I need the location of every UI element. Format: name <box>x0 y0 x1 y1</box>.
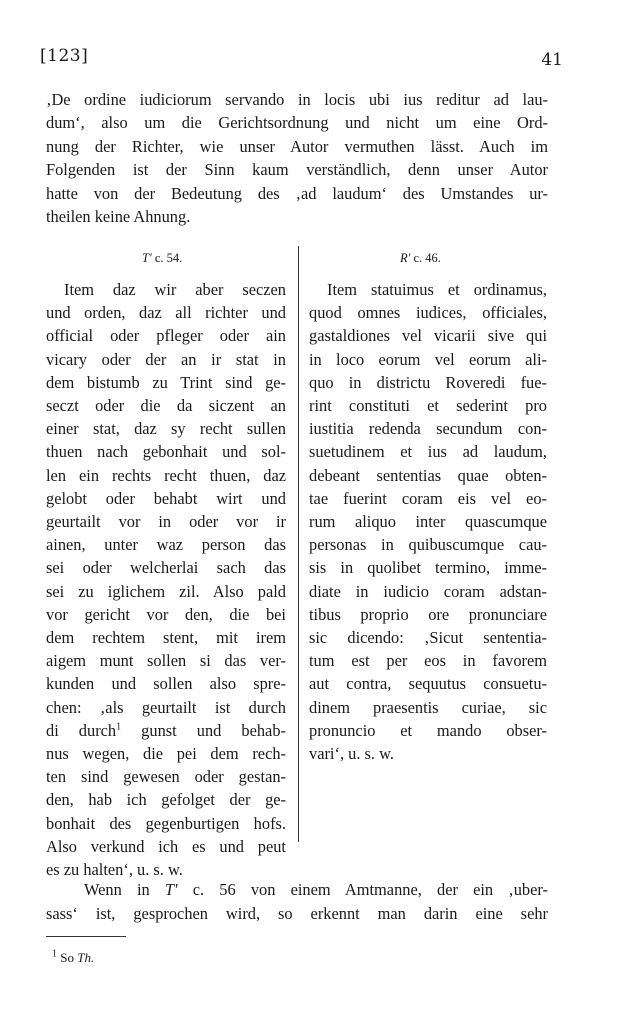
text-line: suetudinem et ius ad laudum, <box>309 442 547 462</box>
text-line: sis in quolibet termino, imme- <box>309 558 547 578</box>
text-fragment: gunst und behab- <box>121 720 286 740</box>
text-fragment: Wenn in <box>84 880 165 899</box>
right-heading-chapter: c. 46. <box>410 251 441 265</box>
text-line: den, hab ich gefolget der ge- <box>46 790 286 810</box>
text-line: dem rechtem stent, mit irem <box>46 628 286 648</box>
text-line: und orden, daz all richter und <box>46 303 286 323</box>
footnote-rule <box>46 936 126 937</box>
text-line: gastaldiones vel vicarii sive qui <box>309 326 547 346</box>
left-heading-sigil: T′ <box>142 251 152 265</box>
sigil: T′ <box>164 880 178 899</box>
text-fragment: di durch <box>46 720 117 740</box>
footnote <box>52 950 94 966</box>
text-line: thuen nach gebonhait und sol- <box>46 442 286 462</box>
text-line: gelobt oder behabt wirt und <box>46 488 286 508</box>
text-line: kunden und sollen also spre- <box>46 674 286 694</box>
text-line: bonhait des gegenburtigen hofs. <box>46 813 286 833</box>
text-line: dem bistumb zu Trint sind ge- <box>46 372 286 392</box>
text-line: in loco eorum vel eorum ali- <box>309 349 547 369</box>
text-fragment: c. 56 von einem Amtmanne, der ein ‚uber- <box>177 880 548 899</box>
intro-line: Folgenden ist der Sinn kaum verständlich, denn unser Autor <box>46 160 548 180</box>
text-line: diate in iudicio coram adstan- <box>309 581 547 601</box>
text-line: rint constituti et sederint pro <box>309 396 547 416</box>
footnote-text: So <box>60 950 78 965</box>
text-line: seczt oder die da siczent an <box>46 396 286 416</box>
text-line: debeant sententias quae obten- <box>309 465 547 485</box>
text-line: quo in districtu Roveredi fue- <box>309 372 547 392</box>
text-line: pronuncio et mando obser- <box>309 720 547 740</box>
text-line: dinem praesentis curiae, sic <box>309 697 547 717</box>
right-column-latin-text <box>309 278 547 765</box>
text-line: tae fuerint coram eis vel eo- <box>309 488 547 508</box>
text-line: geurtailt vor in oder vor ir <box>46 512 286 532</box>
intro-line: theilen keine Ahnung. <box>46 207 191 227</box>
text-line: nus wegen, die pei dem rech- <box>46 744 286 764</box>
text-line: aut contra, sequutus consuetu- <box>309 674 547 694</box>
footnote-reference: 1 <box>116 721 122 733</box>
page-reference: [123] <box>40 46 89 66</box>
text-line: sei oder welcherlai sach das <box>46 558 286 578</box>
left-heading-chapter: c. 54. <box>151 251 183 265</box>
text-line: len ein rechts recht thuen, daz <box>46 465 286 485</box>
text-line: Also verkund ich es und peut <box>46 836 286 856</box>
intro-line: nung der Richter, wie unser Autor vermuthen lässt. Auch im <box>46 136 548 156</box>
footnote-source: Th. <box>77 950 95 965</box>
text-line: iustitia redenda secundum con- <box>309 419 547 439</box>
page-number: 41 <box>541 50 563 70</box>
text-line: vor gericht vor den, die bei <box>46 604 286 624</box>
text-line-with-footnote <box>46 719 286 742</box>
footnote-marker: 1 <box>52 948 57 960</box>
text-line: aigem munt sollen si das ver- <box>46 651 286 671</box>
text-line: rum aliquo inter quascumque <box>309 512 547 532</box>
left-column-heading <box>142 251 182 266</box>
text-line: Item daz wir aber seczen <box>64 280 286 299</box>
text-line: einer stat, daz sy recht sullen <box>46 419 286 439</box>
text-line: es zu halten‘, u. s. w. <box>46 860 183 880</box>
text-line: sei zu iglichem zil. Also pald <box>46 581 286 601</box>
text-line: ten sind gewesen oder gestan- <box>46 767 286 787</box>
text-line: vicary oder der an ir stat in <box>46 349 286 369</box>
column-divider <box>298 246 299 842</box>
text-line: tum est per eos in favorem <box>309 651 547 671</box>
text-line: quod omnes iudices, officiales, <box>309 303 547 323</box>
text-line: vari‘, u. s. w. <box>309 744 394 764</box>
text-line: chen: ‚als geurtailt ist durch <box>46 697 286 717</box>
intro-line: hatte von der Bedeutung des ‚ad laudum‘ des Umstandes ur- <box>46 183 548 203</box>
text-line: sic dicendo: ‚Sicut sententia- <box>309 628 547 648</box>
text-line <box>46 878 548 902</box>
closing-paragraph <box>46 878 548 926</box>
right-heading-sigil: R′ <box>400 251 411 265</box>
text-line: Item statuimus et ordinamus, <box>327 280 547 299</box>
right-column-heading <box>400 251 441 266</box>
left-column-german-text <box>46 278 286 881</box>
text-line: personas in quibuscumque cau- <box>309 535 547 555</box>
text-line: sass‘ ist, gesprochen wird, so erkennt man darin eine sehr <box>46 904 548 923</box>
intro-line: ‚De ordine iudiciorum servando in locis ubi ius reditur ad lau- <box>46 90 548 109</box>
intro-paragraph <box>46 88 548 228</box>
text-line: official oder pfleger oder ain <box>46 326 286 346</box>
text-line: tibus proprio ore pronunciare <box>309 604 547 624</box>
intro-line: dum‘, also um die Gerichtsordnung und nicht um eine Ord- <box>46 113 548 133</box>
text-line: ainen, unter waz person das <box>46 535 286 555</box>
